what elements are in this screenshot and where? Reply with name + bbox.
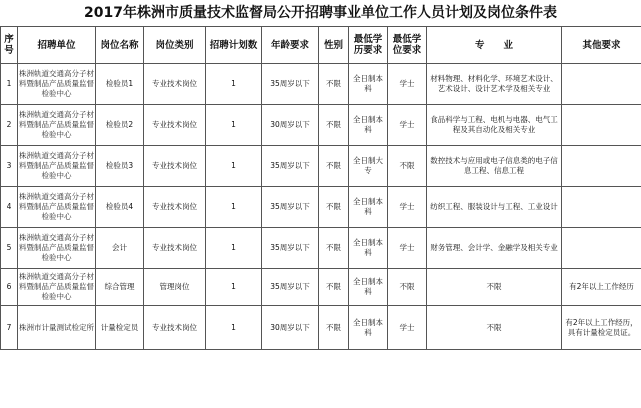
cell-age: 35周岁以下	[262, 146, 319, 187]
cell-category: 专业技术岗位	[144, 228, 206, 269]
cell-gender: 不限	[319, 187, 349, 228]
cell-plan: 1	[206, 64, 262, 105]
cell-plan: 1	[206, 105, 262, 146]
header-unit: 招聘单位	[18, 27, 96, 64]
cell-other	[562, 105, 641, 146]
cell-degree: 不限	[388, 146, 427, 187]
cell-post: 计量检定员	[96, 306, 144, 350]
cell-major: 不限	[427, 306, 562, 350]
cell-unit: 株洲轨道交通高分子材料暨制品产品质量监督检验中心	[18, 146, 96, 187]
cell-other	[562, 64, 641, 105]
cell-education: 全日制本科	[349, 187, 388, 228]
cell-gender: 不限	[319, 228, 349, 269]
cell-age: 35周岁以下	[262, 187, 319, 228]
header-gender: 性别	[319, 27, 349, 64]
header-post: 岗位名称	[96, 27, 144, 64]
cell-major: 数控技术与应用或电子信息类的电子信息工程、信息工程	[427, 146, 562, 187]
table-row	[1, 64, 641, 105]
cell-no: 7	[1, 306, 18, 350]
cell-major: 食品科学与工程、电机与电器、电气工程及其自动化及相关专业	[427, 105, 562, 146]
cell-degree: 学士	[388, 228, 427, 269]
cell-unit: 株洲轨道交通高分子材料暨制品产品质量监督检验中心	[18, 64, 96, 105]
table-row	[1, 269, 641, 306]
cell-major: 财务管理、会计学、金融学及相关专业	[427, 228, 562, 269]
cell-education: 全日制大专	[349, 146, 388, 187]
cell-age: 35周岁以下	[262, 64, 319, 105]
cell-plan: 1	[206, 187, 262, 228]
cell-degree: 学士	[388, 105, 427, 146]
cell-unit: 株洲轨道交通高分子材料暨制品产品质量监督检验中心	[18, 105, 96, 146]
cell-unit: 株洲轨道交通高分子材料暨制品产品质量监督检验中心	[18, 269, 96, 306]
cell-post: 检验员2	[96, 105, 144, 146]
cell-gender: 不限	[319, 105, 349, 146]
cell-education: 全日制本科	[349, 228, 388, 269]
table-row	[1, 146, 641, 187]
cell-age: 30周岁以下	[262, 105, 319, 146]
cell-no: 2	[1, 105, 18, 146]
cell-age: 35周岁以下	[262, 269, 319, 306]
cell-category: 专业技术岗位	[144, 306, 206, 350]
header-plan: 招聘计划数	[206, 27, 262, 64]
cell-no: 1	[1, 64, 18, 105]
cell-plan: 1	[206, 146, 262, 187]
table-row	[1, 306, 641, 350]
cell-plan: 1	[206, 269, 262, 306]
cell-post: 检验员3	[96, 146, 144, 187]
document-title: 2017年株洲市质量技术监督局公开招聘事业单位工作人员计划及岗位条件表	[84, 5, 557, 21]
cell-plan: 1	[206, 228, 262, 269]
cell-degree: 学士	[388, 306, 427, 350]
cell-major: 纺织工程、服装设计与工程、工业设计	[427, 187, 562, 228]
cell-other	[562, 228, 641, 269]
header-no: 序号	[1, 27, 18, 64]
cell-post: 检验员4	[96, 187, 144, 228]
table-row	[1, 228, 641, 269]
cell-gender: 不限	[319, 146, 349, 187]
cell-no: 3	[1, 146, 18, 187]
cell-no: 4	[1, 187, 18, 228]
cell-category: 专业技术岗位	[144, 105, 206, 146]
header-age: 年龄要求	[262, 27, 319, 64]
table-row	[1, 187, 641, 228]
header-row	[1, 27, 641, 64]
cell-category: 管理岗位	[144, 269, 206, 306]
cell-age: 30周岁以下	[262, 306, 319, 350]
cell-post: 综合管理	[96, 269, 144, 306]
cell-category: 专业技术岗位	[144, 187, 206, 228]
cell-education: 全日制本科	[349, 64, 388, 105]
cell-major: 材料物理、材料化学、环境艺术设计、艺术设计、设计艺术学及相关专业	[427, 64, 562, 105]
cell-plan: 1	[206, 306, 262, 350]
cell-degree: 不限	[388, 269, 427, 306]
header-category: 岗位类别	[144, 27, 206, 64]
header-major: 专 业	[427, 27, 562, 64]
cell-no: 6	[1, 269, 18, 306]
cell-education: 全日制本科	[349, 306, 388, 350]
header-other: 其他要求	[562, 27, 641, 64]
header-degree: 最低学位要求	[388, 27, 427, 64]
cell-gender: 不限	[319, 64, 349, 105]
cell-gender: 不限	[319, 269, 349, 306]
recruitment-table	[0, 26, 641, 350]
cell-gender: 不限	[319, 306, 349, 350]
cell-no: 5	[1, 228, 18, 269]
table-row	[1, 105, 641, 146]
cell-category: 专业技术岗位	[144, 64, 206, 105]
cell-other: 有2年以上工作经历，具有计量检定员证。	[562, 306, 641, 350]
cell-unit: 株洲市计量测试检定所	[18, 306, 96, 350]
cell-post: 检验员1	[96, 64, 144, 105]
cell-other	[562, 146, 641, 187]
cell-other	[562, 187, 641, 228]
cell-category: 专业技术岗位	[144, 146, 206, 187]
cell-unit: 株洲轨道交通高分子材料暨制品产品质量监督检验中心	[18, 228, 96, 269]
header-education: 最低学历要求	[349, 27, 388, 64]
cell-unit: 株洲轨道交通高分子材料暨制品产品质量监督检验中心	[18, 187, 96, 228]
cell-education: 全日制本科	[349, 269, 388, 306]
cell-other: 有2年以上工作经历	[562, 269, 641, 306]
cell-major: 不限	[427, 269, 562, 306]
cell-age: 35周岁以下	[262, 228, 319, 269]
cell-degree: 学士	[388, 187, 427, 228]
cell-education: 全日制本科	[349, 105, 388, 146]
cell-degree: 学士	[388, 64, 427, 105]
cell-post: 会计	[96, 228, 144, 269]
